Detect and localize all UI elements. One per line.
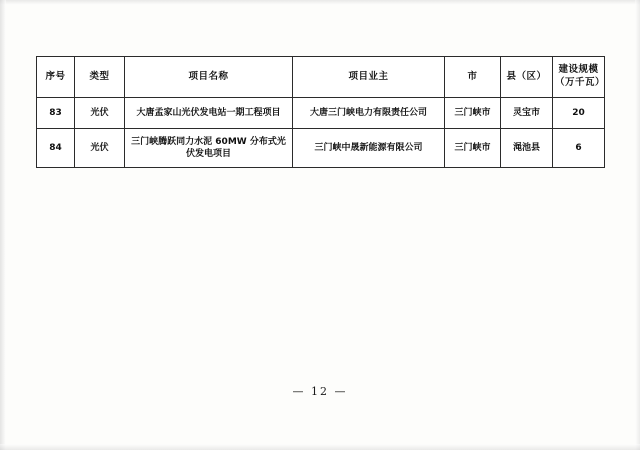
- cell-city: 三门峡市: [445, 129, 501, 168]
- cell-county: 渑池县: [501, 129, 553, 168]
- table-row: [37, 98, 605, 129]
- cell-seq: 83: [37, 98, 75, 129]
- column-header-county: 县（区）: [501, 57, 553, 98]
- cell-seq: 84: [37, 129, 75, 168]
- cell-project-owner: 三门峡中晟新能源有限公司: [293, 129, 445, 168]
- cell-city: 三门峡市: [445, 98, 501, 129]
- table-row: [37, 129, 605, 168]
- column-header-project-owner: 项目业主: [293, 57, 445, 98]
- column-header-scale-line2: （万千瓦）: [555, 77, 606, 88]
- cell-scale: 6: [553, 129, 605, 168]
- table-header-row: [37, 57, 605, 98]
- page-edge-shadow-right: [635, 0, 640, 450]
- cell-project-name: 大唐孟家山光伏发电站一期工程项目: [125, 98, 293, 129]
- table-body: [37, 98, 605, 168]
- column-header-city: 市: [445, 57, 501, 98]
- column-header-seq: 序号: [37, 57, 75, 98]
- page-edge-shadow-left: [0, 0, 6, 450]
- page-edge-shadow-top: [0, 0, 640, 5]
- project-list-table: [36, 56, 605, 168]
- column-header-scale: [553, 57, 605, 98]
- cell-project-name: 三门峡腾跃同力水泥 60MW 分布式光伏发电项目: [125, 129, 293, 168]
- column-header-scale-line1: 建设规模: [558, 64, 599, 76]
- cell-project-owner: 大唐三门峡电力有限责任公司: [293, 98, 445, 129]
- column-header-type: 类型: [75, 57, 125, 98]
- page-number: — 12 —: [292, 385, 348, 398]
- table-header: [37, 57, 605, 98]
- page-edge-shadow-bottom: [0, 444, 640, 450]
- cell-type: 光伏: [75, 98, 125, 129]
- cell-scale: 20: [553, 98, 605, 129]
- cell-type: 光伏: [75, 129, 125, 168]
- cell-county: 灵宝市: [501, 98, 553, 129]
- column-header-project-name: 项目名称: [125, 57, 293, 98]
